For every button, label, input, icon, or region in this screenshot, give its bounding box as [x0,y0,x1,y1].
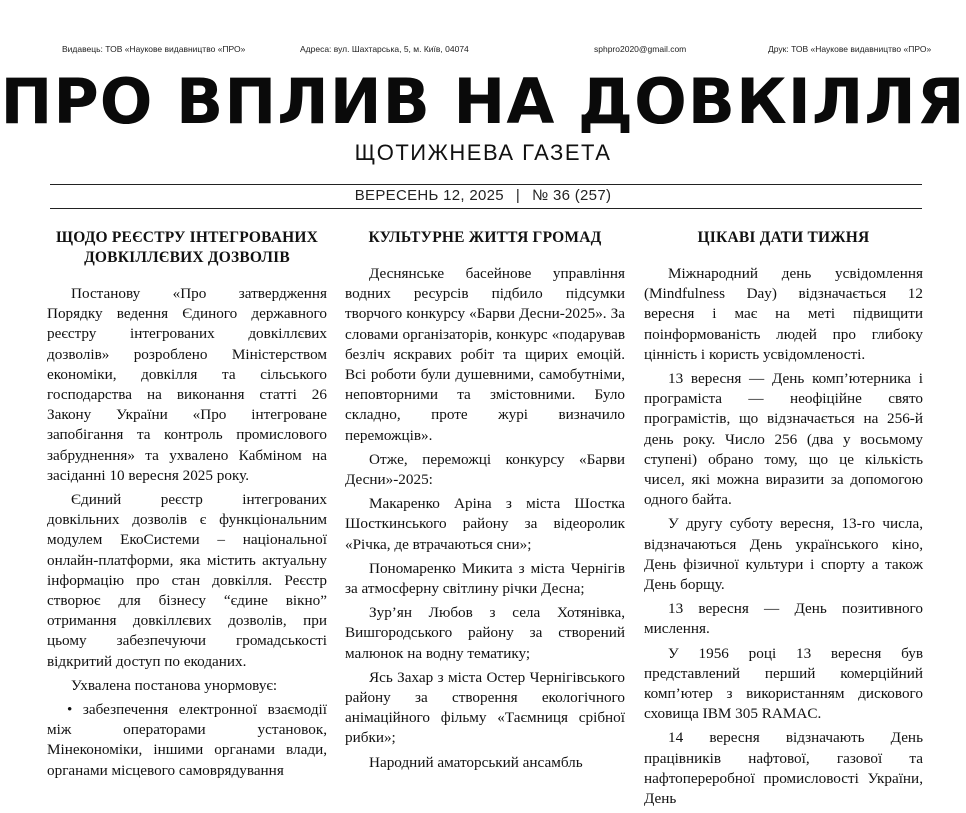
article-heading: ЩОДО РЕЄСТРУ ІНТЕГРОВАНИХ ДОВКІЛЛЄВИХ ДОЗВОЛІВ [55,229,318,266]
article-paragraph: Міжнародний день усвідомлення (Mindfulness Day) відзначається 12 вересня і має на меті підвищити поінформованість людей про глибоку цінність і користь усвідомленості. [644,265,923,363]
article-paragraph: У 1956 році 13 вересня був представлений перший комерційний комп’ютер з використанням дискового сховища IBM 305 RAMAC. [644,644,923,723]
address-info: Адреса: вул. Шахтарська, 5, м. Київ, 04074 [300,44,469,54]
issue-line [0,186,966,206]
article-register [47,226,327,785]
article-paragraph: Деснянське басейнове управління водних ресурсів підбило підсумки творчого конкурсу «Барви Десни-2025». За словами організаторів, конкурс «подарував безліч яскравих робіт та щирих емоцій. Всі роботи були душевними, самобутніми, неповторними та змістовними. Було складно, проте журі визначило переможців». [345,265,625,444]
issue-separator: | [515,187,521,204]
newspaper-title: ПРО ВПЛИВ НА ДОВКІЛЛЯ [0,65,966,138]
article-paragraph: Пономаренко Микита з міста Чернігів за атмосферну світлину річки Десна; [345,559,625,598]
article-paragraph: 13 вересня — День позитивного мислення. [644,600,923,638]
issue-number: № 36 (257) [532,187,612,204]
article-paragraph: Постанову «Про затвердження Порядку ведення Єдиного державного реєстру інтегрованих довкіллєвих дозволів» розроблено Міністерством економіки, довкілля та сільського господарства на виконання статті 26 Закону України «Про інтегроване запобігання та контроль промислового забруднення» та ухвалено Кабміном на засіданні 10 вересня 2025 року. [47,285,327,484]
article-paragraph: Отже, переможці конкурсу «Барви Десни»-2025: [345,450,625,489]
newspaper-subtitle: ЩОТИЖНЕВА ГАЗЕТА [354,140,612,165]
article-paragraph: Ясь Захар з міста Остер Чернігівського району за створення екологічного анімаційного фільму «Таємниця срібної рибки»; [345,668,625,747]
divider-bottom [50,208,922,209]
article-paragraph: Зур’ян Любов з села Хотянівка, Вишгородського району за створений малюнок на водну тематику; [345,604,625,662]
divider-top [50,184,922,185]
article-paragraph: Макаренко Аріна з міста Шостка Шосткинського району за відеоролик «Річка, де втрачаються сни»; [345,495,625,553]
article-culture [345,226,625,777]
article-paragraph: Ухвалена постанова унормовує: [71,676,278,694]
article-paragraph: Єдиний реєстр інтегрованих довкільних дозволів є функціональним модулем ЕкоСистеми – національної онлайн-платформи, яка містить актуальну інформацію про стан довкілля. Реєстр створює для бізнесу “єдине вікно” отримання довкіллєвих дозволів, при цьому забезпечуючи громадськості відкритий доступ по екоданих. [47,491,327,670]
article-dates [644,226,923,813]
bullet-text: забезпечення електронної взаємодії між операторами установок, Мінекономіки, іншими органами влади, органами місцевого самоврядування [47,701,327,779]
printer-info: Друк: ТОВ «Наукове видавництво «ПРО» [768,44,932,54]
article-heading: КУЛЬТУРНЕ ЖИТТЯ ГРОМАД [368,229,602,246]
issue-date: ВЕРЕСЕНЬ 12, 2025 [354,187,504,204]
article-heading: ЦІКАВІ ДАТИ ТИЖНЯ [697,229,870,246]
article-paragraph: 13 вересня — День комп’ютерника і програміста — неофіційне свято програмістів, що відзначається на 256-й день року. Число 256 (два у восьмому ступені) обрано тому, що це кількість чисел, які можна виразити за допомогою одного байта. [644,370,923,509]
article-bullet [47,700,327,781]
article-paragraph: Народний аматорський ансамбль [369,753,583,771]
email-link[interactable]: sphpro2020@gmail.com [594,44,687,54]
article-paragraph: 14 вересня відзначають День працівників нафтової, газової та нафтопереробної промисловості України, День [644,729,923,808]
publisher-info: Видавець: ТОВ «Наукове видавництво «ПРО» [62,44,246,54]
article-paragraph: У другу суботу вересня, 13-го числа, відзначаються День українського кіно, День фізичної культури і спорту а також День борщу. [644,515,923,594]
